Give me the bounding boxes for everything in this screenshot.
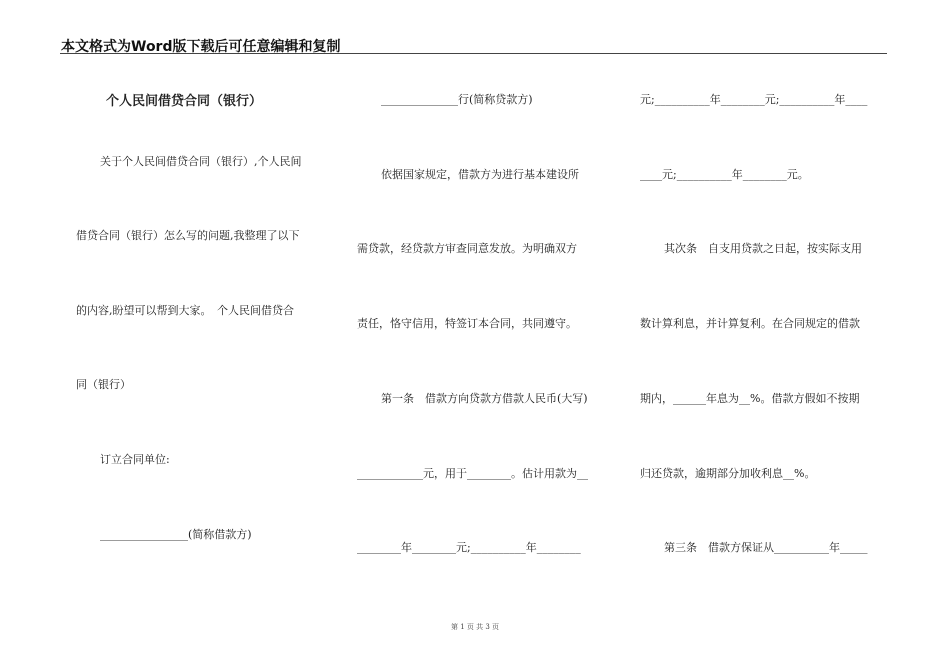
paragraph-line: 第三条 借款方保证从__________年_____ [664,541,868,554]
paragraph-line: 借贷合同（银行）怎么写的问题,我整理了以下 [76,229,300,242]
paragraph-line: 关于个人民间借贷合同（银行）,个人民间 [100,155,302,168]
header-divider [60,53,887,54]
paragraph-line: 同（银行） [76,378,131,391]
paragraph-line: 数计算利息，并计算复利。在合同规定的借款 [640,317,860,330]
paragraph-line: 归还贷款，逾期部分加收利息__%。 [640,467,816,480]
paragraph-line: 依据国家规定，借款方为进行基本建设所 [381,168,579,181]
paragraph-line: ____元;__________年________元。 [640,168,809,181]
paragraph-line: ________年________元;__________年________ [357,541,581,554]
paragraph-line: ____________元，用于________。估计用款为__ [357,467,588,480]
paragraph-line: 其次条 自支用贷款之日起，按实际支用 [664,242,862,255]
paragraph-line: 需贷款，经贷款方审查同意发放。为明确双方 [357,242,577,255]
paragraph-line: 订立合同单位: [100,453,170,466]
paragraph-line: 元;__________年________元;__________年____ [640,93,868,106]
paragraph-line: 的内容,盼望可以帮到大家。 个人民间借贷合 [76,304,294,317]
page-number: 第 1 页 共 3 页 [450,623,500,631]
paragraph-line: ______________行(简称贷款方) [381,93,533,106]
paragraph-line: ________________(简称借款方) [100,528,252,541]
document-title: 个人民间借贷合同（银行） [106,94,263,109]
paragraph-line: 期内，______年息为__%。借款方假如不按期 [640,392,860,405]
page-header: 本文格式为Word版下载后可任意编辑和复制 [61,39,341,55]
paragraph-line: 第一条 借款方向贷款方借款人民币(大写) [381,392,588,405]
paragraph-line: 责任，恪守信用，特签订本合同，共同遵守。 [357,317,577,330]
